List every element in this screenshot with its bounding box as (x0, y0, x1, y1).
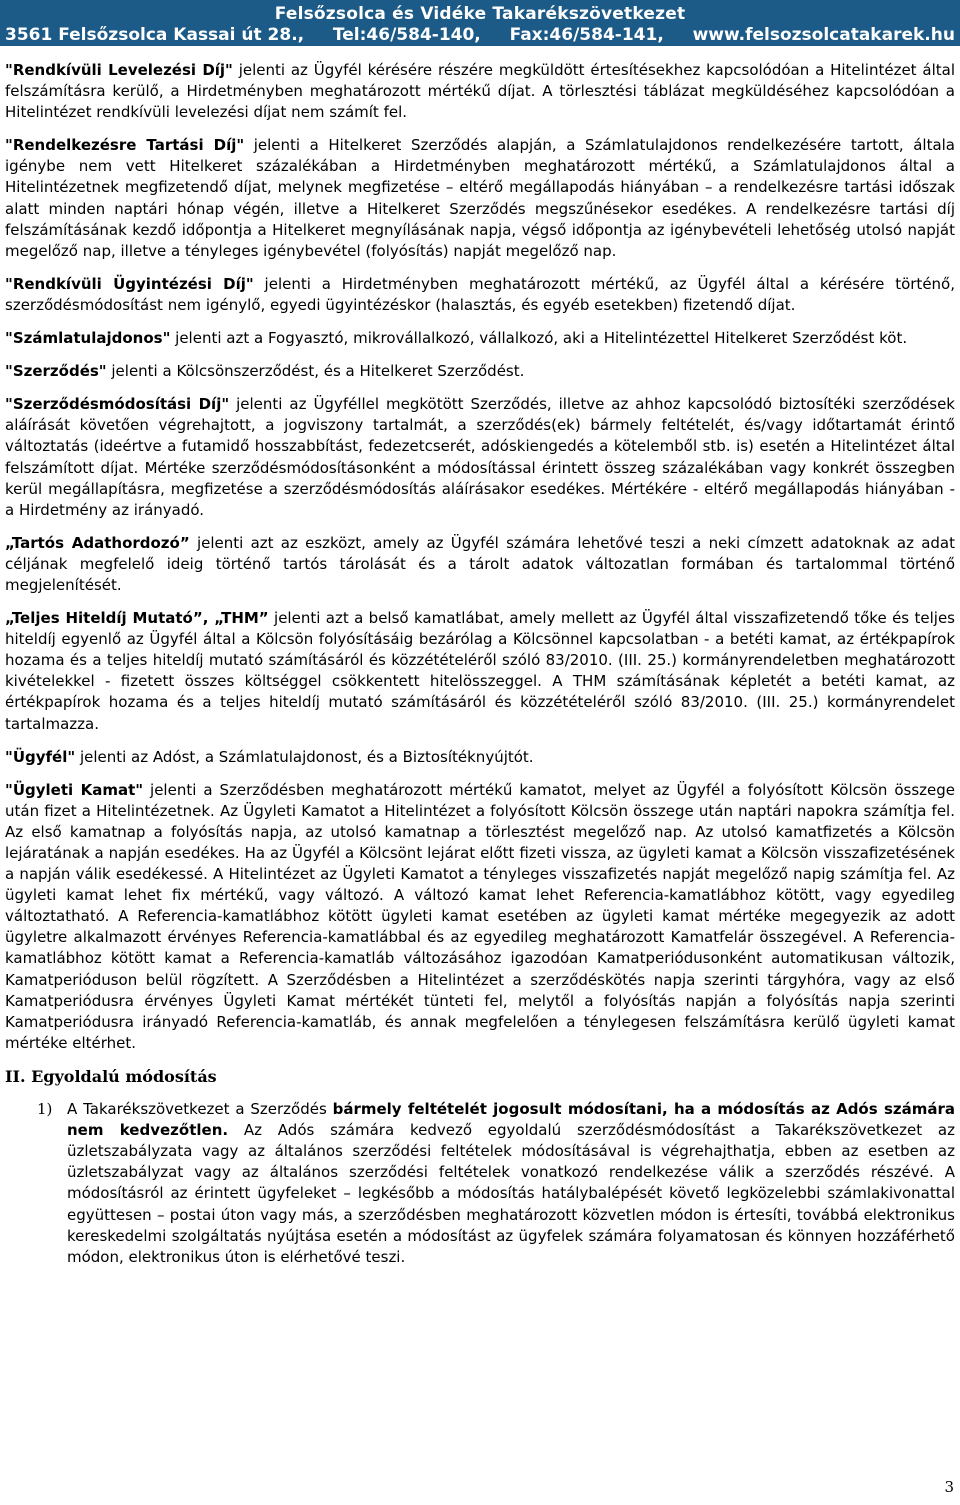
item-body (67, 1099, 955, 1268)
item-text-rest: Az Adós számára kedvező egyoldalú szerződésmódosítást a Takarékszövetkezet az üzletszabályzata vagy az általános szerződési feltételek módosításával is végrehajthatja, ebben az esetben az üzletszabályzat vagy az általános szerződési feltételek vonatkozó rendelkezése válik a szerződés részévé. A módosításról az érintett ügyfeleket – legkésőbb a módosítás hatálybalépését követő legközelebbi számlakivonattal együttesen – postai úton vagy más, a szerződésben meghatározott közvetlen módon is értesíti, továbbá elektronikus kereskedelmi szolgáltatás nyújtása esetén a módosítást az ügyfelek számára folyamatosan és könnyen hozzáférhető módon, elektronikus úton is elérhetővé teszi. (67, 1121, 956, 1266)
document-body (5, 60, 955, 1268)
definition-term: "Rendelkezésre Tartási Díj" (5, 136, 245, 155)
definition-text: jelenti a Kölcsönszerződést, és a Hitelkeret Szerződést. (106, 362, 525, 381)
definition-paragraph (5, 747, 955, 768)
definition-text: jelenti azt a Fogyasztó, mikrovállalkozó, vállalkozó, aki a Hitelintézettel Hitelkeret Szerződést köt. (170, 329, 908, 348)
definition-term: "Ügyfél" (5, 747, 76, 766)
definition-paragraph (5, 328, 955, 349)
definition-paragraph (5, 274, 955, 316)
definition-paragraph (5, 135, 955, 262)
definition-term: "Szerződésmódosítási Díj" (5, 395, 230, 414)
definition-text: jelenti az Ügyféllel megkötött Szerződés, illetve az ahhoz kapcsolódó biztosítéki szerződések aláírását követően végrehajtott, a jogviszony tartalmát, a szerződés(ek) bármely feltételét, és/vagy időtartamát érintő változtatás (ideértve a futamidő hosszabbítást, fedezetcserét, adóskiengedés a kötelemből stb. is) esetén a Hitelintézet által felszámított díjat. Mértéke szerződésmódosításonként a módosítással érintett összeg százalékában vagy konkrét összegben kerül megállapításra, megfizetése a szerződésmódosítás aláírásakor esedékes. Mértékére - eltérő megállapodás hiányában - a Hirdetmény az irányadó. (5, 395, 955, 519)
definition-paragraph (5, 361, 955, 382)
website-link[interactable]: www.felsozsolcatakarek.hu (692, 25, 955, 45)
definition-term: „Tartós Adathordozó” (5, 533, 190, 552)
definition-text: jelenti az Ügyfél kérésére részére megküldött értesítésekhez kapcsolódóan a Hitelintézet által felszámításra kerülő, a Hirdetményben meghatározott mértékű díjat. A törlesztési táblázat megküldéséhez kapcsolódóan a Hitelintézet rendkívüli levelezési díjat nem számít fel. (5, 61, 955, 122)
item-text-start: A Takarékszövetkezet a Szerződés (67, 1100, 333, 1119)
item-number: 1) (37, 1100, 53, 1119)
definition-term: "Rendkívüli Ügyintézési Díj" (5, 274, 254, 293)
definition-paragraph (5, 780, 955, 1054)
item-text-bold: bármely feltételét jogosult módosítani, ha a módosítás az Adós számára nem kedvezőtlen. (67, 1100, 955, 1140)
definition-text: jelenti az Adóst, a Számlatulajdonost, és a Biztosítéknyújtót. (75, 747, 534, 766)
definition-text: jelenti azt a belső kamatlábat, amely mellett az Ügyfél által visszafizetendő tőke és teljes hiteldíj egyenlő az Ügyfél által a Kölcsön folyósításáig bezárólag a Kölcsönnel kapcsolatban - a betéti kamat, az értékpapírok hozama és a teljes hiteldíj mutató számításáról és közzétételéről szóló 83/2010. (III. 25.) kormányrendeletben meghatározott kivételekkel - fizetett összes költséggel csökkentett hitelösszeggel. A THM számításának képletét a betéti kamat, az értékpapírok hozama és a teljes hiteldíj mutató számításáról és közzétételéről szóló 83/2010. (III. 25.) kormányrendelet tartalmazza. (5, 609, 955, 733)
contact-line (5, 25, 955, 45)
definition-text: jelenti a Hirdetményben meghatározott mértékű, az Ügyfél által a kérésére történő, szerződésmódosítást nem igénylő, egyedi ügyintézéskor (halasztás, és egyéb esetekben) fizetendő díjat. (5, 274, 955, 314)
page-number: 3 (944, 1478, 954, 1496)
org-name: Felsőzsolca és Vidéke Takarékszövetkezet (274, 4, 686, 24)
section-heading: II. Egyoldalú módosítás (5, 1066, 217, 1086)
definition-term: "Ügyleti Kamat" (5, 780, 144, 799)
numbered-item (5, 1099, 955, 1268)
definition-paragraph (5, 608, 955, 735)
letterhead-banner (0, 0, 960, 46)
definition-text: jelenti a Szerződésben meghatározott mértékű kamatot, melyet az Ügyfél a folyósított Kölcsön összege után fizet a Hitelintézetnek. Az Ügyleti Kamatot a Hitelintézet a folyósított Kölcsön összege után naptári napokra számítja fel. Az első kamatnap a folyósítás napja, az utolsó kamatnap a törlesztést megelőző nap. Az utolsó kamatfizetés a Kölcsön lejáratának a napján esedékes. Ha az Ügyfél a Kölcsönt lejárat előtt fizeti vissza, az ügyleti kamat a Kölcsön visszafizetésének a napján válik esedékessé. A Hitelintézet az Ügyleti Kamatot a tényleges visszafizetés napját megelőző napig számítja fel. Az ügyleti kamat lehet fix mértékű, vagy változó. A változó kamat lehet Referencia-kamatlábhoz kötött, vagy egyedileg változtatható. A Referencia-kamatlábhoz kötött ügyleti kamat esetében az ügyleti kamat mértéke megegyezik az adott ügyletre alkalmazott érvényes Referencia-kamatlábbal és az egyedileg meghatározott Kamatfelár összegével. A Referencia-kamatlábhoz kötött kamat a Referencia-kamatláb változásához igazodóan Kamatperiódusonként automatikusan változik, Kamatperióduson belül rögzített. A Szerződésben a Hitelintézet a szerződéskötés napja szerinti tárgyhóra, vagy az első Kamatperiódusra érvényes Ügyleti Kamat mértékét tünteti fel, melytől a folyósítás napján a folyósítás napja szerinti Kamatperiódusra irányadó Referencia-kamatláb, és annak megfelelően a ténylegesen felszámításra kerülő ügyleti kamat mértéke eltérhet. (5, 780, 956, 1052)
definition-text: jelenti azt az eszközt, amely az Ügyfél számára lehetővé teszi a neki címzett adatoknak az adat céljának megfelelő ideig történő tartós tárolását és a tárolt adatok változatlan formában és tartalommal történő megjelenítését. (5, 533, 955, 594)
definition-paragraph (5, 394, 955, 521)
definition-text: jelenti a Hitelkeret Szerződés alapján, a Számlatulajdonos rendelkezésére tartott, általa igénybe nem vett Hitelkeret százalékában a Hirdetményben meghatározott mértékű, a Számlatulajdonos által a Hitelintézetnek megfizetendő díjat, melynek megfizetése – eltérő megállapodás hiányában – a rendelkezésre tartási időszak alatt minden naptári hónap végén, illetve a Hitelkeret Szerződés megszűnésekor esedékes. A rendelkezésre tartási díj felszámításának kezdő időpontja a Hitelkeret megnyílásának napja, végső időpontja az igénybevételi lehetőség utolsó napját megelőző nap, illetve a tényleges igénybevétel (folyósítás) napját megelőző nap. (5, 136, 956, 260)
definition-paragraph (5, 60, 955, 123)
definition-term: "Rendkívüli Levelezési Díj" (5, 61, 233, 79)
telephone: Tel:46/584-140, (332, 25, 481, 45)
definition-term: "Szerződés" (5, 362, 107, 381)
address: 3561 Felsőzsolca Kassai út 28., (5, 25, 305, 45)
fax: Fax:46/584-141, (509, 25, 664, 45)
definition-term: "Számlatulajdonos" (5, 329, 171, 348)
definition-term: „Teljes Hiteldíj Mutató”, „THM” (5, 609, 269, 628)
definition-paragraph (5, 533, 955, 596)
